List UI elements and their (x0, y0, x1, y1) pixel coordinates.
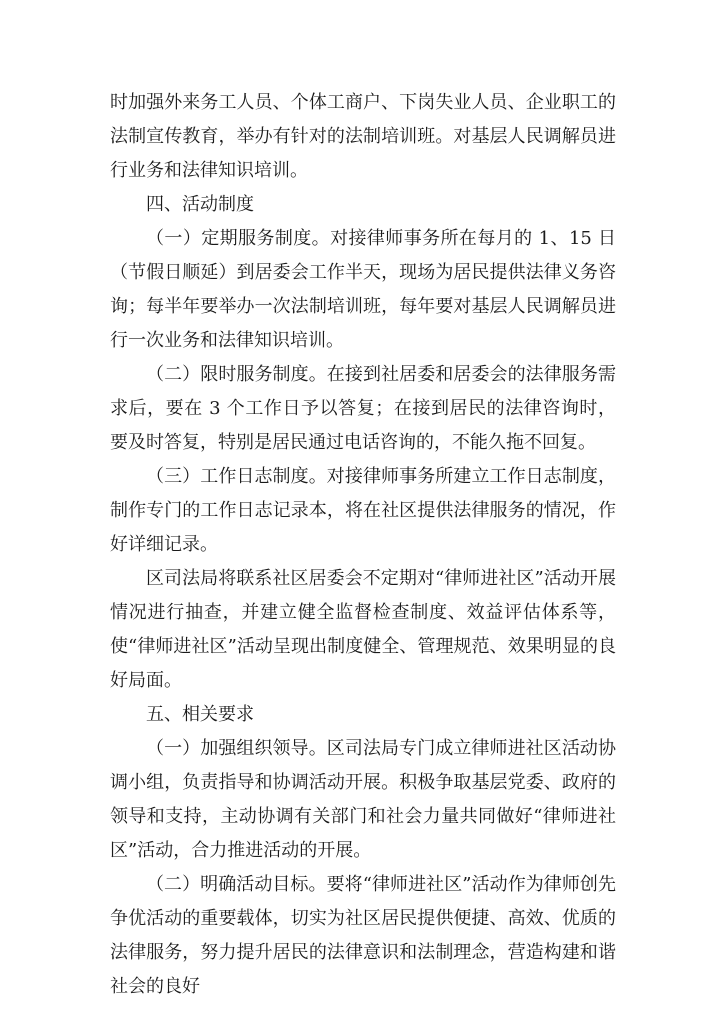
section-heading-activity-system: 四、活动制度 (146, 194, 254, 215)
paragraph-regular-service: （一）定期服务制度。对接律师事务所在每月的 1、15 日（节假日顺延）到居委会工作半天，现场为居民提供法律义务咨询；每半年要举办一次法制培训班，每年要对基层人民调解员进行一次业务和法律知识培训。 (110, 228, 616, 351)
paragraph-inspection: 区司法局将联系社区居委会不定期对“律师进社区”活动开展情况进行抽查，并建立健全监督检查制度、效益评估体系等，使“律师进社区”活动呈现出制度健全、管理规范、效果明显的良好局面。 (110, 568, 616, 691)
paragraph-activity-goals: （二）明确活动目标。要将“律师进社区”活动作为律师创先争优活动的重要载体，切实为社区居民提供便捷、高效、优质的法律服务，努力提升居民的法律意识和法制理念，营造构建和谐社会的良好 (110, 874, 616, 997)
section-heading-requirements: 五、相关要求 (146, 704, 254, 725)
document-body (110, 86, 616, 1004)
paragraph-work-log: （三）工作日志制度。对接律师事务所建立工作日志制度，制作专门的工作日志记录本，将在社区提供法律服务的情况，作好详细记录。 (110, 466, 616, 555)
paragraph-time-limited-service: （二）限时服务制度。在接到社居委和居委会的法律服务需求后，要在 3 个工作日予以答复；在接到居民的法律咨询时，要及时答复，特别是居民通过电话咨询的，不能久拖不回复。 (110, 364, 616, 453)
paragraph-organization-leadership: （一）加强组织领导。区司法局专门成立律师进社区活动协调小组，负责指导和协调活动开展。积极争取基层党委、政府的领导和支持，主动协调有关部门和社会力量共同做好“律师进社区”活动，合力推进活动的开展。 (110, 738, 616, 861)
paragraph-intro-continuation: 时加强外来务工人员、个体工商户、下岗失业人员、企业职工的法制宣传教育，举办有针对的法制培训班。对基层人民调解员进行业务和法律知识培训。 (110, 92, 616, 181)
